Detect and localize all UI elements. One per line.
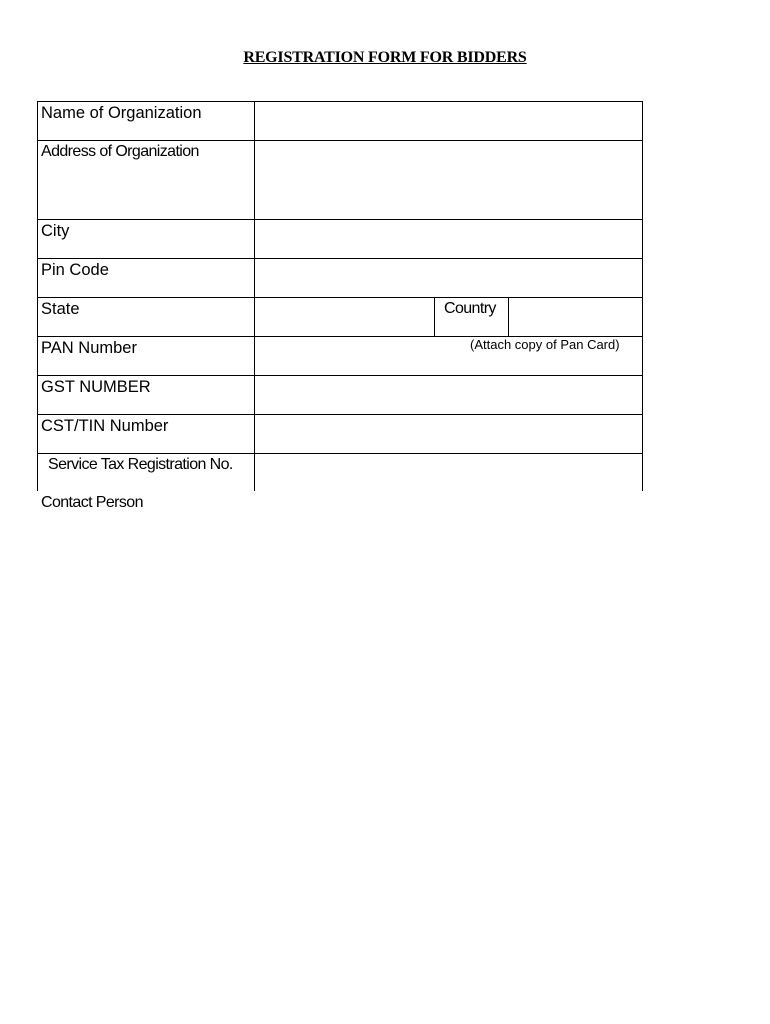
city-field[interactable] [255, 220, 642, 258]
service-tax-field[interactable] [255, 454, 642, 491]
pin-code-label: Pin Code [41, 261, 109, 279]
gst-number-field[interactable] [255, 376, 642, 414]
cst-tin-number-label: CST/TIN Number [41, 417, 169, 435]
organization-address-label: Address of Organization [41, 143, 199, 160]
organization-name-label: Name of Organization [41, 104, 202, 122]
table-border-left [37, 101, 38, 491]
pan-number-label: PAN Number [41, 339, 137, 357]
state-country-divider [434, 297, 435, 336]
registration-table [37, 101, 643, 491]
pan-card-note: (Attach copy of Pan Card) [470, 337, 620, 352]
gst-number-label: GST NUMBER [41, 378, 151, 396]
state-field[interactable] [255, 298, 434, 336]
organization-address-field[interactable] [255, 141, 642, 219]
pan-number-field[interactable] [255, 337, 642, 375]
state-label: State [41, 300, 80, 318]
city-label: City [41, 222, 70, 240]
pin-code-field[interactable] [255, 259, 642, 297]
table-border-right [642, 101, 643, 491]
country-field[interactable] [509, 298, 642, 336]
organization-name-field[interactable] [255, 102, 642, 140]
form-title: REGISTRATION FORM FOR BIDDERS [243, 49, 527, 66]
service-tax-label: Service Tax Registration No. [48, 456, 233, 473]
cst-tin-number-field[interactable] [255, 415, 642, 453]
contact-person-label: Contact Person [41, 494, 143, 511]
country-label: Country [444, 300, 496, 317]
